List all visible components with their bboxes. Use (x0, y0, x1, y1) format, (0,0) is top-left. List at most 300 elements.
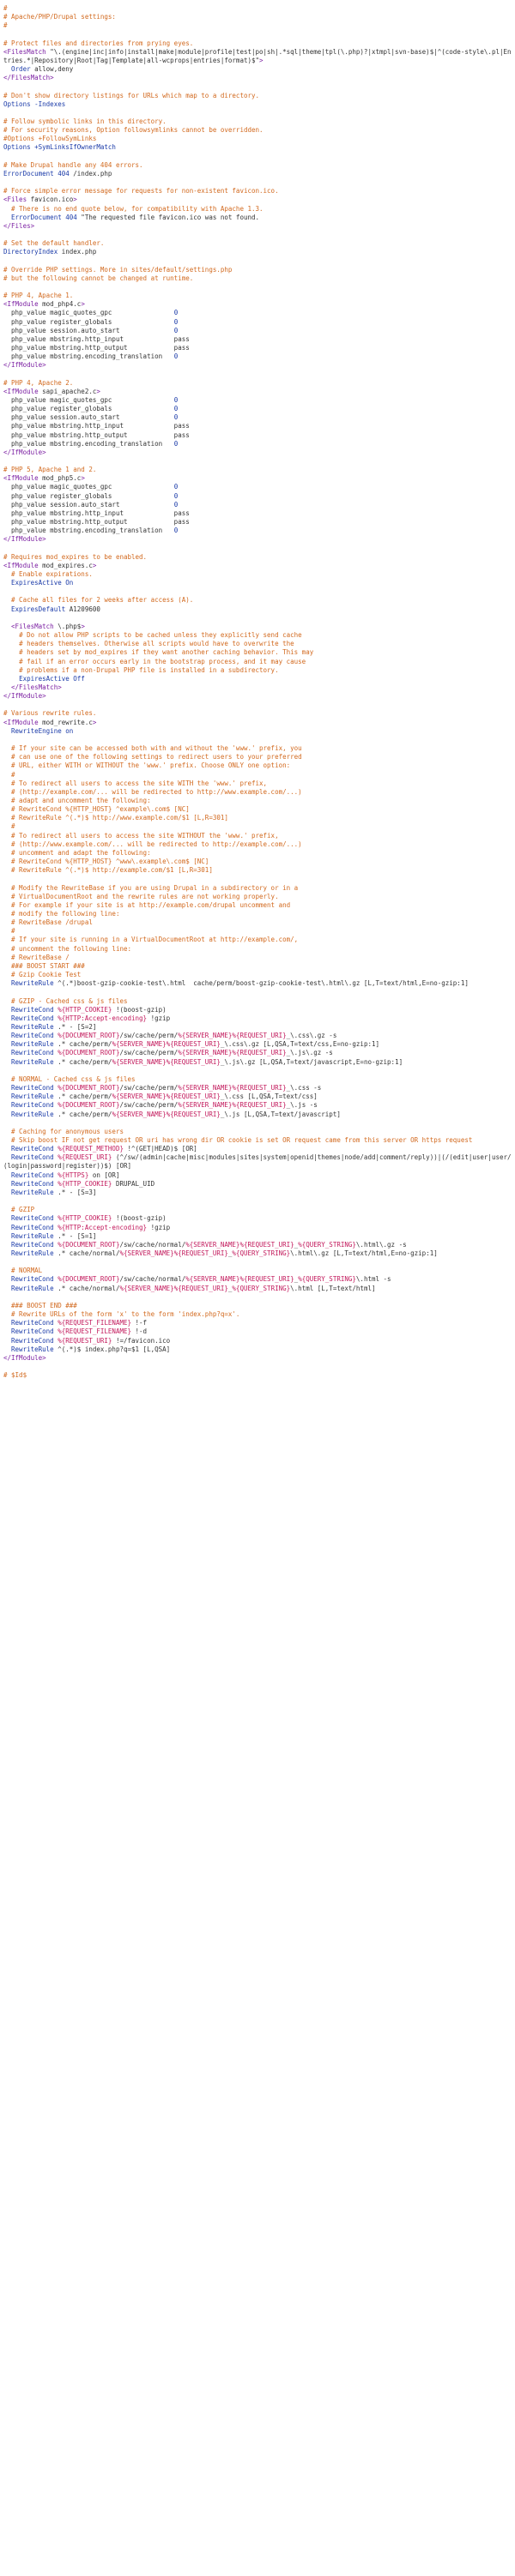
comment-token: # VirtualDocumentRoot and the rewrite rules are not working properly. (11, 892, 279, 900)
text-token: php_value mbstring.http_input pass (3, 334, 190, 343)
code-line (3, 788, 512, 797)
directive-token: RewriteRule (11, 979, 54, 988)
section-tag-token: <Files (3, 196, 31, 204)
comment-token: # To redirect all users to access the site WITHOUT the 'www.' prefix, (11, 831, 279, 840)
code-line (3, 448, 512, 457)
section-tag-token: <FilesMatch (3, 47, 51, 56)
variable-token: %{REQUEST_FILENAME} (58, 1327, 132, 1336)
code-line (3, 1153, 512, 1171)
comment-token: # If your site is running in a VirtualDocumentRoot at http://example.com/, (11, 936, 299, 944)
text-token (3, 779, 11, 787)
text-token (3, 761, 11, 769)
text-token: favicon.ico (30, 196, 74, 204)
code-line (3, 161, 512, 170)
comment-token: # RewriteBase /drupal (11, 918, 93, 927)
directive-token: RewriteEngine (11, 726, 62, 735)
variable-token: %{REQUEST_URI} (173, 1249, 228, 1258)
text-token: /sw/cache/normal/ (119, 1275, 186, 1284)
text-token: php_value session.auto_start (3, 326, 174, 334)
text-token: php_value mbstring.http_input pass (3, 422, 190, 430)
code-line (3, 492, 512, 501)
directive-token: ExpiresDefault (11, 605, 66, 613)
code-line (3, 797, 512, 805)
code-line (3, 840, 512, 849)
text-token: .* - [S=2] (53, 1023, 97, 1032)
directive-token: 0 (173, 491, 179, 500)
code-line (3, 1249, 512, 1258)
directive-token: 0 (173, 413, 179, 422)
directive-token: Options (3, 143, 31, 152)
code-line (3, 509, 512, 518)
variable-token: %{SERVER_NAME} (185, 1275, 240, 1284)
code-line (3, 431, 512, 440)
text-token: index.php (58, 248, 97, 256)
directive-token: RewriteCond (11, 1032, 54, 1040)
comment-token: # RewriteCond %{HTTP_HOST} ^www\.example\.com$ [NC] (11, 858, 209, 866)
code-line (3, 553, 512, 562)
comment-token: #Options +FollowSymLinks (3, 135, 97, 143)
text-token: (^/sw/(admin|cache|misc|modules|sites|system|openid|themes|node/add|comment/reply))|(/(edit|user|user/(login|password|register))$) [OR] (3, 1153, 512, 1171)
directive-token: RewriteCond (11, 1049, 54, 1057)
text-token (3, 858, 11, 865)
text-token: !=/favicon.ico (112, 1336, 171, 1345)
text-token: DRUPAL_UID (112, 1179, 155, 1188)
comment-token: # NORMAL (11, 1267, 43, 1275)
comment-token: # GZIP - Cached css & js files (11, 996, 128, 1005)
code-line (3, 231, 512, 239)
directive-token: RewriteCond (11, 1153, 54, 1162)
code-line (3, 126, 512, 135)
directive-token: ExpiresActive (19, 674, 70, 683)
code-line (3, 979, 512, 988)
directive-token: -Indexes (34, 99, 66, 108)
text-token (3, 1075, 11, 1083)
code-line (3, 205, 512, 214)
section-tag-token: > (73, 196, 77, 204)
text-token (3, 1145, 11, 1153)
variable-token: %{REQUEST_URI} (232, 1101, 287, 1110)
directive-token: Options (3, 99, 31, 108)
section-tag-token: <IfModule (3, 561, 43, 569)
comment-token: # modify the following line: (11, 910, 120, 918)
text-token: ^(.*)$ index.php?q=$1 [L,QSA] (53, 1345, 171, 1353)
directive-token: ErrorDocument (3, 169, 54, 178)
variable-token: %{REQUEST_URI} (232, 1049, 287, 1057)
text-token (3, 675, 19, 683)
text-token: mod_expires.c (42, 561, 93, 569)
code-line (3, 1101, 512, 1110)
code-line (3, 1224, 512, 1232)
text-token (3, 214, 11, 221)
text-token (3, 658, 19, 665)
text-token (3, 579, 11, 587)
variable-token: %{SERVER_NAME} (112, 1110, 167, 1118)
code-line (3, 1032, 512, 1040)
text-token (3, 797, 11, 804)
code-line (3, 214, 512, 222)
text-token: .* cache/perm/ (53, 1057, 112, 1066)
text-token (3, 1049, 11, 1056)
text-token: mod_php4.c (42, 300, 82, 309)
section-tag-token: > (96, 387, 100, 395)
variable-token: %{DOCUMENT_ROOT} (58, 1032, 120, 1040)
text-token: php_value magic_quotes_gpc (3, 395, 174, 404)
code-line (3, 300, 512, 309)
comment-token: # $Id$ (3, 1371, 27, 1380)
code-line (3, 82, 512, 91)
comment-token: # Various rewrite rules. (3, 709, 97, 718)
text-token: /sw/cache/perm/ (119, 1084, 179, 1092)
code-line (3, 805, 512, 814)
section-tag-token: </IfModule> (3, 1353, 46, 1362)
text-token (3, 814, 11, 822)
text-token: /sw/cache/normal/ (119, 1240, 186, 1249)
comment-token: # For security reasons, Option followsymlinks cannot be overridden. (3, 126, 264, 135)
directive-token: RewriteRule (11, 1249, 54, 1258)
text-token (3, 1171, 11, 1179)
comment-token: # but the following cannot be changed at runtime. (3, 274, 194, 282)
text-token: !gzip (147, 1223, 171, 1231)
comment-token: # headers themselves. Otherwise all scripts would have to overwrite the (19, 640, 294, 648)
section-tag-token: </IfModule> (3, 448, 46, 456)
variable-token: %{HTTP:Accept-encoding} (58, 1223, 148, 1231)
code-line (3, 283, 512, 292)
code-line (3, 74, 512, 82)
comment-token: # Skip boost IF not get request OR uri has wrong dir OR cookie is set OR request came from this server OR https request (11, 1136, 473, 1145)
code-line (3, 962, 512, 971)
directive-token: Off (73, 674, 85, 683)
code-line (3, 327, 512, 335)
section-tag-token: </IfModule> (3, 535, 46, 544)
directive-token: 0 (173, 439, 179, 448)
text-token (3, 1319, 11, 1327)
code-line (3, 440, 512, 448)
code-line (3, 623, 512, 631)
code-line (3, 248, 512, 256)
comment-token: # Rewrite URLs of the form 'x' to the form 'index.php?q=x'. (11, 1310, 240, 1319)
variable-token: %{REQUEST_URI} (58, 1336, 112, 1345)
code-line (3, 988, 512, 996)
section-tag-token: > (81, 622, 85, 630)
text-token (3, 840, 11, 848)
comment-token: # Force simple error message for requests for non-existent favicon.ico. (3, 187, 279, 196)
directive-token: RewriteCond (11, 1014, 54, 1022)
comment-token: ### BOOST END ### (11, 1301, 77, 1309)
code-line (3, 196, 512, 204)
code-line (3, 1067, 512, 1075)
text-token: php_value mbstring.http_output pass (3, 343, 190, 352)
section-tag-token: <IfModule (3, 718, 43, 726)
text-token: _\.css\.gz [L,QSA,T=text/css,E=no-gzip:1] (220, 1040, 380, 1049)
code-line (3, 814, 512, 822)
text-token (3, 1302, 11, 1309)
text-token: _\.css -s (286, 1084, 322, 1092)
code-line (3, 1302, 512, 1310)
variable-token: %{REQUEST_URI} (239, 1240, 294, 1249)
code-line (3, 631, 512, 640)
code-line (3, 858, 512, 866)
directive-token: RewriteCond (11, 1240, 54, 1249)
text-token (3, 1224, 11, 1231)
comment-token: # RewriteRule ^(.*)$ http://www.example.com/$1 [L,R=301] (11, 814, 228, 822)
text-token (3, 771, 11, 779)
directive-token: RewriteCond (11, 1145, 54, 1153)
variable-token: %{REQUEST_URI} (239, 1275, 294, 1284)
directive-token: RewriteCond (11, 1101, 54, 1110)
text-token (3, 901, 11, 909)
variable-token: %{REQUEST_URI} (166, 1057, 221, 1066)
code-line (3, 388, 512, 396)
code-line (3, 344, 512, 352)
directive-token: RewriteRule (11, 1023, 54, 1032)
comment-token: # (3, 4, 8, 12)
directive-token: RewriteRule (11, 1345, 54, 1353)
directive-token: 404 (58, 169, 70, 178)
code-line (3, 875, 512, 883)
code-line (3, 396, 512, 405)
comment-token: # Do not allow PHP scripts to be cached unless they explicitly send cache (19, 631, 302, 640)
directive-token: RewriteCond (11, 1171, 54, 1179)
variable-token: %{QUERY_STRING} (298, 1240, 356, 1249)
text-token (3, 1014, 11, 1022)
text-token (3, 1327, 11, 1335)
section-tag-token: > (81, 474, 85, 483)
text-token (3, 1128, 11, 1135)
comment-token: # There is no end quote below, for compatibility with Apache 1.3. (11, 204, 264, 213)
code-line (3, 501, 512, 509)
code-line (3, 997, 512, 1006)
comment-token: # problems if a non-Drupal PHP file is installed in a subdirectory. (19, 665, 279, 674)
variable-token: %{HTTPS} (58, 1171, 89, 1179)
text-token (3, 1153, 11, 1161)
text-token: _\.js\.gz -s (286, 1049, 333, 1057)
text-token: _\.css [L,QSA,T=text/css] (220, 1092, 318, 1101)
directive-token: DirectoryIndex (3, 248, 58, 256)
comment-token: # Enable expirations. (11, 569, 93, 578)
code-line (3, 1171, 512, 1180)
text-token (3, 65, 11, 73)
text-token: mod_rewrite.c (42, 718, 93, 726)
text-token: .* - [S=3] (53, 1188, 97, 1196)
text-token (3, 849, 11, 857)
comment-token: # Apache/PHP/Drupal settings: (3, 13, 116, 21)
directive-token: 404 (65, 213, 77, 221)
variable-token: %{REQUEST_URI} (58, 1153, 112, 1162)
code-line (3, 901, 512, 910)
text-token (3, 648, 19, 656)
comment-token: # Make Drupal handle any 404 errors. (3, 160, 143, 169)
directive-token: 0 (173, 483, 179, 491)
code-line (3, 954, 512, 962)
text-token (3, 205, 11, 213)
code-line (3, 1258, 512, 1267)
text-token: .* cache/normal/ (53, 1284, 120, 1292)
code-line (3, 832, 512, 840)
code-line (3, 135, 512, 143)
code-line (3, 884, 512, 893)
variable-token: %{HTTP_COOKIE} (58, 1179, 112, 1188)
text-token (3, 866, 11, 874)
code-line (3, 1345, 512, 1354)
text-token: _ (227, 1284, 233, 1292)
section-tag-token: <IfModule (3, 300, 43, 309)
text-token: _ (294, 1240, 299, 1249)
code-line (3, 457, 512, 466)
variable-token: %{SERVER_NAME} (178, 1101, 233, 1110)
code-line (3, 927, 512, 936)
code-line (3, 4, 512, 13)
directive-token: RewriteRule (11, 1057, 54, 1066)
variable-token: %{HTTP_COOKIE} (58, 1214, 112, 1223)
code-line (3, 893, 512, 901)
text-token (3, 1267, 11, 1274)
code-line (3, 1327, 512, 1336)
text-token: php_value mbstring.encoding_translation (3, 352, 174, 361)
code-line (3, 562, 512, 570)
variable-token: %{SERVER_NAME} (112, 1057, 167, 1066)
code-line (3, 771, 512, 779)
code-line (3, 640, 512, 648)
text-token: php_value mbstring.http_output pass (3, 430, 190, 439)
text-token (3, 631, 19, 639)
code-line (3, 945, 512, 954)
directive-token: ExpiresActive (11, 579, 62, 587)
variable-token: %{QUERY_STRING} (232, 1249, 291, 1258)
directive-token: RewriteCond (11, 1336, 54, 1345)
directive-token: RewriteRule (11, 1284, 54, 1292)
variable-token: %{SERVER_NAME} (178, 1032, 233, 1040)
code-line (3, 109, 512, 117)
text-token (3, 1232, 11, 1240)
variable-token: %{SERVER_NAME} (178, 1049, 233, 1057)
code-line (3, 709, 512, 718)
text-token (3, 1092, 11, 1100)
text-token: _ (294, 1275, 299, 1284)
text-token: _\.css\.gz -s (286, 1032, 337, 1040)
comment-token: # headers set by mod_expires if they want another caching behavior. This may (19, 648, 314, 657)
text-token (3, 979, 11, 987)
code-line (3, 683, 512, 692)
code-line (3, 143, 512, 152)
code-line (3, 483, 512, 491)
directive-token: RewriteRule (11, 1188, 54, 1196)
comment-token: # NORMAL - Cached css & js files (11, 1074, 136, 1083)
code-line (3, 1006, 512, 1014)
text-token: php_value mbstring.encoding_translation (3, 439, 174, 448)
code-line (3, 614, 512, 623)
comment-token: # Modify the RewriteBase if you are using Drupal in a subdirectory or in a (11, 883, 299, 892)
variable-token: %{QUERY_STRING} (298, 1275, 356, 1284)
directive-token: 0 (173, 500, 179, 509)
code-line (3, 518, 512, 527)
directive-token: 0 (173, 405, 179, 413)
text-token (3, 1214, 11, 1222)
section-tag-token: <FilesMatch (11, 622, 58, 630)
variable-token: %{REQUEST_URI} (166, 1092, 221, 1101)
code-line (3, 1075, 512, 1084)
variable-token: %{SERVER_NAME} (178, 1084, 233, 1092)
code-line (3, 1267, 512, 1275)
code-line (3, 1363, 512, 1371)
code-line (3, 666, 512, 675)
text-token (3, 1032, 11, 1039)
code-line (3, 466, 512, 474)
comment-token: # fail if an error occurs early in the bootstrap process, and it may cause (19, 657, 306, 665)
text-token (3, 605, 11, 613)
comment-token: # Don't show directory listings for URLs which map to a directory. (3, 91, 260, 99)
code-line (3, 318, 512, 327)
text-token (3, 1189, 11, 1196)
text-token (3, 1084, 11, 1092)
variable-token: %{HTTP_COOKIE} (58, 1005, 112, 1014)
code-line (3, 1232, 512, 1241)
code-line (3, 1128, 512, 1136)
text-token (3, 683, 11, 691)
text-token (3, 805, 11, 813)
comment-token: # (11, 770, 15, 779)
text-token: /index.php (69, 169, 112, 178)
code-line (3, 527, 512, 535)
variable-token: %{DOCUMENT_ROOT} (58, 1084, 120, 1092)
text-token: php_value mbstring.http_input pass (3, 509, 190, 517)
section-tag-token: </Files> (3, 221, 35, 230)
text-token: _\.js [L,QSA,T=text/javascript] (220, 1110, 341, 1118)
directive-token: 0 (173, 395, 179, 404)
code-line (3, 570, 512, 579)
text-token: A1209600 (65, 605, 100, 613)
comment-token: # If your site can be accessed both with and without the 'www.' prefix, you (11, 744, 302, 753)
code-line (3, 1310, 512, 1319)
directive-token: RewriteRule (11, 1110, 54, 1118)
comment-token: # For example if your site is at http://example.com/drupal uncomment and (11, 900, 291, 909)
text-token (3, 971, 11, 978)
code-line (3, 1040, 512, 1049)
code-line (3, 379, 512, 388)
code-line (3, 1136, 512, 1145)
text-token (3, 1040, 11, 1048)
code-line (3, 1145, 512, 1153)
comment-token: # adapt and uncomment the following: (11, 796, 151, 804)
text-token: \.html [L,T=text/html] (290, 1284, 376, 1292)
code-line (3, 1110, 512, 1119)
code-line (3, 918, 512, 927)
directive-token: On (65, 579, 74, 587)
directive-token: RewriteRule (11, 1092, 54, 1101)
text-token: !(boost-gzip) (112, 1005, 167, 1014)
directive-token: RewriteCond (11, 1179, 54, 1188)
directive-token: RewriteCond (11, 1275, 54, 1284)
text-token: \.html -s (355, 1275, 391, 1284)
text-token: on [OR] (88, 1171, 120, 1179)
code-line (3, 100, 512, 109)
code-line (3, 65, 512, 74)
text-token (3, 1180, 11, 1188)
comment-token: # uncomment the following line: (11, 944, 132, 953)
code-line (3, 1058, 512, 1067)
variable-token: %{SERVER_NAME} (119, 1284, 174, 1292)
variable-token: %{REQUEST_METHOD} (58, 1145, 124, 1153)
directive-token: 0 (173, 309, 179, 317)
code-line (3, 648, 512, 657)
section-tag-token: > (92, 718, 97, 726)
code-line (3, 545, 512, 553)
comment-token: ### BOOST START ### (11, 961, 85, 970)
text-token: /sw/cache/perm/ (119, 1032, 179, 1040)
text-token: !-f (131, 1319, 148, 1327)
code-line (3, 274, 512, 283)
text-token: php_value magic_quotes_gpc (3, 483, 174, 491)
comment-token: # can use one of the following settings to redirect users to your preferred (11, 753, 302, 761)
